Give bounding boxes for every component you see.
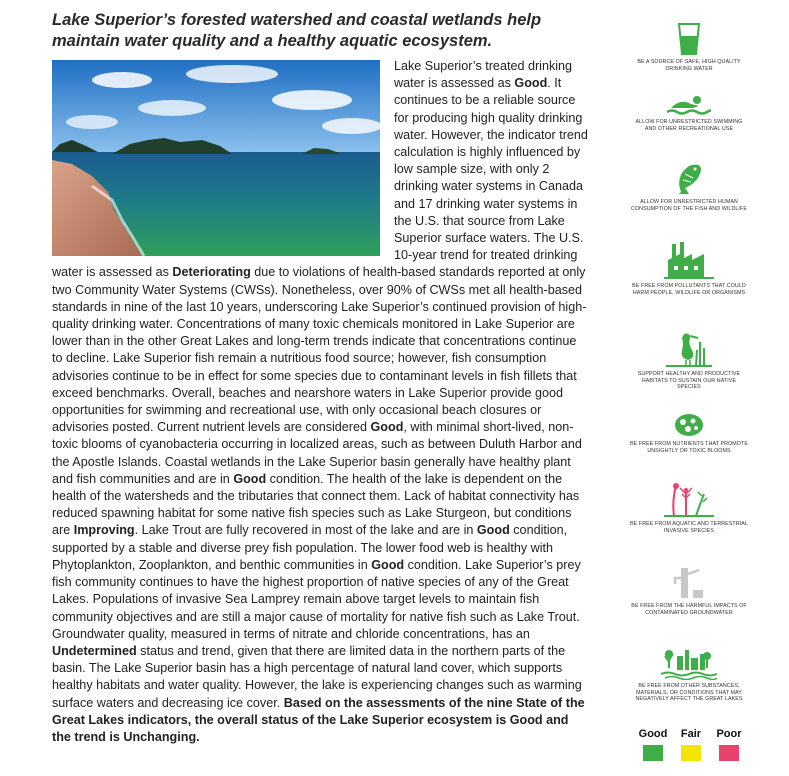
goal-label: ALLOW FOR UNRESTRICTED HUMAN CONSUMPTION OF THE FISH AND WILDLIFE <box>631 199 747 212</box>
heron-icon <box>666 328 712 368</box>
text-run: status and trend, given that there are limited data in the northern parts of the basin. The Lake Superior basin has a high percentage of natural land cover, which supports healthy habitats and water quality. However, the lake is experiencing changes such as warming surface waters and decreasing ice cover. <box>52 643 582 710</box>
factory-icon <box>664 240 714 280</box>
goal-label: BE FREE FROM THE HARMFUL IMPACTS OF CONTAMINATED GROUNDWATER <box>631 603 747 616</box>
bold-text-run: Improving <box>73 523 135 538</box>
bold-text-run: Good <box>476 523 510 538</box>
goals-panel <box>614 0 789 776</box>
bold-text-run: Good <box>233 471 267 486</box>
goal-invasive-species <box>614 480 764 534</box>
goal-groundwater <box>614 564 764 616</box>
bold-text-run: Based on the assessments of the nine State of the Great Lakes indicators, the overall status of the Lake Superior ecosystem is Good and the trend is Unchanging. <box>52 695 585 744</box>
bold-text-run: Deteriorating <box>172 265 251 280</box>
water-pump-icon <box>671 564 707 600</box>
goal-label: BE FREE FROM NUTRIENTS THAT PROMOTE UNSIGHTLY OR TOXIC BLOOMS <box>630 441 748 454</box>
drinking-water-glass-icon <box>669 22 709 56</box>
lake-shoreline-photo <box>52 60 380 256</box>
legend-fair-label: Fair <box>680 728 702 740</box>
goal-habitats <box>614 328 764 391</box>
legend-poor-swatch <box>719 745 739 761</box>
text-run: condition. Lake Superior’s prey fish community continues to have the highest proportion of native species of any of the Great Lakes. Populations of invasive Sea Lamprey remain above target levels to maintain fish community objectives and are still a major cause of mortality for native fish such as Lake Trout. Groundwater quality, measured in terms of nitrate and chloride concentrations, has an <box>52 557 581 641</box>
text-run: due to violations of health-based standards reported at only two Community Water Systems (CWSs). Nonetheless, over 90% of CWSs met all health-based standards in nine of the last 10 years, underscoring Lake Superior’s continued provision of high-quality drinking water. Concentrations of many toxic chemicals monitored in Lake Superior are lower than in the other Great Lakes and long-term trends indicate that concentrations continue to decline. Lake Superior fish remain a nutritious food source; however, fish consumption advisories continue to be in effect for some species due to contaminant levels in fish fillets that exceed benchmarks. Overall, beaches and nearshore waters in Lake Superior provide good opportunities for swimming and recreational use, with only occasional beach closures or advisories posted. Current nutrient levels are considered <box>52 265 587 435</box>
text-run: . Lake Trout are fully recovered in most of the lake and are in <box>134 523 477 538</box>
legend-poor-label: Poor <box>716 728 742 740</box>
goal-label: BE FREE FROM OTHER SUBSTANCES, MATERIALS, OR CONDITIONS THAT MAY NEGATIVELY AFFECT THE GREAT LAKES <box>635 683 743 703</box>
goal-label: BE FREE FROM POLLUTANTS THAT COULD HARM PEOPLE, WILDLIFE OR ORGANISMS <box>632 283 746 296</box>
goal-nutrients <box>614 412 764 454</box>
goal-drinking-water <box>614 22 764 72</box>
goal-swimming <box>614 94 764 132</box>
bold-text-run: Undetermined <box>52 643 137 658</box>
city-shoreline-icon <box>661 644 717 680</box>
goal-other-substances <box>614 644 764 703</box>
legend-fair-swatch <box>681 745 701 761</box>
bold-text-run: Good <box>370 420 404 435</box>
legend-good-label: Good <box>638 728 668 740</box>
goal-pollutants <box>614 240 764 296</box>
text-run: , with minimal short-lived, non-toxic blooms of cyanobacteria occurring in localized areas, such as between Duluth Harbor and the Apostle Islands. Coastal wetlands in the Lake Superior basin generally have healthy plant and fish communities and are in <box>52 420 582 486</box>
legend-good-swatch <box>643 745 663 761</box>
fish-icon <box>671 160 707 196</box>
goal-label: ALLOW FOR UNRESTRICTED SWIMMING AND OTHER RECREATIONAL USE <box>635 119 743 132</box>
invasive-species-icon <box>664 480 714 518</box>
headline: Lake Superior’s forested watershed and coastal wetlands help maintain water quality and a healthy aquatic ecosystem. <box>52 11 542 50</box>
swimmer-icon <box>667 94 711 116</box>
article-body <box>52 58 588 746</box>
goal-label: BE FREE FROM AQUATIC AND TERRESTRIAL INVASIVE SPECIES <box>630 521 748 534</box>
bold-text-run: Good <box>514 76 548 91</box>
text-run: condition, supported by a stable and diverse prey fish population. The lower food web is healthy with Phytoplankton, Zooplankton, and benthic communities in <box>52 523 568 572</box>
goal-label: BE A SOURCE OF SAFE, HIGH QUALITY DRINKING WATER <box>637 59 741 72</box>
text-run: . It continues to be a reliable source for producing high quality drinking water. However, the indicator trend calculation is highly influenced by low sample size, with only 2 drinking water systems in Canada and 17 drinking water systems in the U.S. that source from Lake Superior surface waters. The U.S. 10-year trend for treated drinking water is assessed as <box>52 76 588 280</box>
algae-cells-icon <box>672 412 706 438</box>
goal-label: SUPPORT HEALTHY AND PRODUCTIVE HABITATS TO SUSTAIN OUR NATIVE SPECIES <box>637 371 741 391</box>
bold-text-run: Good <box>371 557 405 572</box>
text-run: condition. The health of the lake is dependent on the health of the watersheds and the tributaries that connect them. Lack of habitat connectivity has reduced spawning habitat for some native fish species such as Lake Sturgeon, but conditions are <box>52 471 580 538</box>
goal-fish-consumption <box>614 160 764 212</box>
text-run: Lake Superior’s treated drinking water is assessed as <box>394 59 573 91</box>
